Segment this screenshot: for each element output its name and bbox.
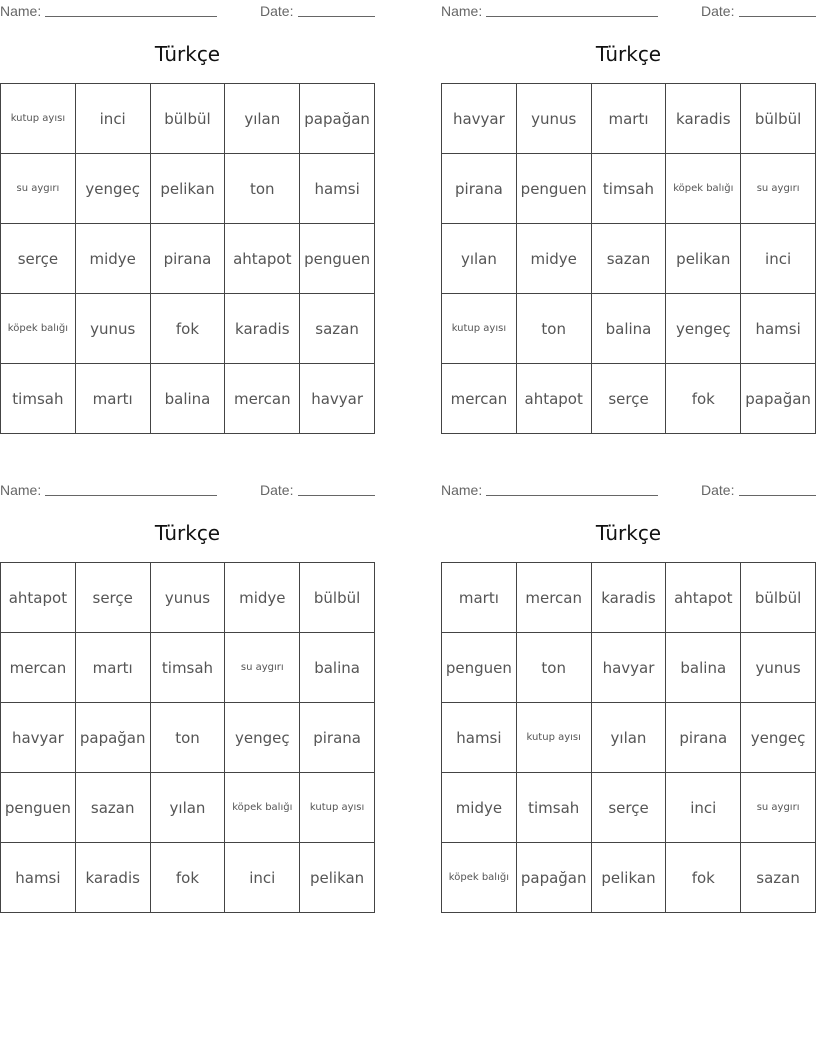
bingo-cell: yılan [442, 224, 517, 294]
bingo-cell: balina [151, 364, 226, 434]
bingo-cell: köpek balığı [442, 843, 517, 913]
bingo-cell: pirana [442, 154, 517, 224]
bingo-cell: hamsi [1, 843, 76, 913]
card-title: Türkçe [595, 42, 662, 66]
date-blank-line [739, 3, 816, 17]
bingo-cell: ton [517, 294, 592, 364]
bingo-cell: pelikan [300, 843, 375, 913]
bingo-cell: martı [76, 633, 151, 703]
bingo-grid [441, 83, 816, 434]
bingo-cell: pelikan [151, 154, 226, 224]
bingo-grid [0, 562, 375, 913]
bingo-cell: midye [442, 773, 517, 843]
bingo-cell: midye [225, 563, 300, 633]
card-title: Türkçe [154, 521, 221, 545]
date-label: Date: [260, 482, 294, 498]
bingo-cell: fok [151, 294, 226, 364]
bingo-cell: papağan [76, 703, 151, 773]
bingo-cell: köpek balığı [1, 294, 76, 364]
bingo-card-2 [441, 0, 816, 430]
date-label: Date: [701, 3, 735, 19]
bingo-cell: su aygırı [1, 154, 76, 224]
name-blank-line [45, 482, 217, 496]
bingo-cell: su aygırı [741, 773, 816, 843]
bingo-cell: timsah [592, 154, 667, 224]
bingo-cell: ahtapot [1, 563, 76, 633]
bingo-cell: sazan [741, 843, 816, 913]
bingo-cell: balina [592, 294, 667, 364]
bingo-cell: martı [442, 563, 517, 633]
bingo-grid [0, 83, 375, 434]
bingo-cell: havyar [442, 84, 517, 154]
bingo-cell: mercan [442, 364, 517, 434]
bingo-cell: serçe [1, 224, 76, 294]
bingo-cell: yunus [517, 84, 592, 154]
bingo-cell: mercan [517, 563, 592, 633]
bingo-cell: timsah [1, 364, 76, 434]
bingo-cell: yengeç [666, 294, 741, 364]
bingo-card-4 [441, 479, 816, 909]
bingo-cell: kutup ayısı [442, 294, 517, 364]
bingo-cell: karadis [592, 563, 667, 633]
bingo-cell: bülbül [300, 563, 375, 633]
bingo-grid [441, 562, 816, 913]
bingo-cell: sazan [76, 773, 151, 843]
bingo-cell: yılan [225, 84, 300, 154]
bingo-cell: karadis [666, 84, 741, 154]
bingo-cell: kutup ayısı [300, 773, 375, 843]
bingo-cell: yunus [151, 563, 226, 633]
bingo-cell: yunus [76, 294, 151, 364]
name-label: Name: [441, 3, 483, 19]
header-line [0, 3, 375, 19]
date-blank-line [739, 482, 816, 496]
bingo-cell: timsah [517, 773, 592, 843]
bingo-cell: papağan [300, 84, 375, 154]
name-blank-line [45, 3, 217, 17]
bingo-cell: mercan [225, 364, 300, 434]
bingo-cell: ahtapot [666, 563, 741, 633]
bingo-cell: ahtapot [225, 224, 300, 294]
bingo-cell: su aygırı [741, 154, 816, 224]
bingo-cell: hamsi [442, 703, 517, 773]
bingo-cell: pelikan [666, 224, 741, 294]
bingo-cell: penguen [1, 773, 76, 843]
bingo-cell: timsah [151, 633, 226, 703]
bingo-cell: penguen [517, 154, 592, 224]
name-blank-line [486, 3, 658, 17]
bingo-cell: papağan [517, 843, 592, 913]
bingo-cell: inci [666, 773, 741, 843]
card-title: Türkçe [595, 521, 662, 545]
bingo-cell: serçe [76, 563, 151, 633]
bingo-cell: bülbül [151, 84, 226, 154]
name-label: Name: [0, 3, 42, 19]
bingo-cell: ton [151, 703, 226, 773]
header-line [441, 482, 816, 498]
bingo-cell: ton [517, 633, 592, 703]
bingo-cell: serçe [592, 773, 667, 843]
bingo-cell: penguen [442, 633, 517, 703]
bingo-cell: pirana [151, 224, 226, 294]
bingo-cell: kutup ayısı [1, 84, 76, 154]
bingo-cell: pirana [666, 703, 741, 773]
header-line [0, 482, 375, 498]
bingo-cell: yılan [592, 703, 667, 773]
bingo-cell: yengeç [741, 703, 816, 773]
bingo-cell: kutup ayısı [517, 703, 592, 773]
bingo-cell: köpek balığı [225, 773, 300, 843]
bingo-cell: karadis [225, 294, 300, 364]
bingo-cell: midye [517, 224, 592, 294]
date-label: Date: [701, 482, 735, 498]
bingo-cell: sazan [300, 294, 375, 364]
bingo-cell: yengeç [225, 703, 300, 773]
bingo-card-1 [0, 0, 375, 430]
bingo-cell: fok [666, 364, 741, 434]
header-line [441, 3, 816, 19]
name-blank-line [486, 482, 658, 496]
bingo-cell: inci [76, 84, 151, 154]
bingo-card-3 [0, 479, 375, 909]
bingo-cell: balina [666, 633, 741, 703]
bingo-cell: pelikan [592, 843, 667, 913]
name-label: Name: [0, 482, 42, 498]
bingo-cell: su aygırı [225, 633, 300, 703]
bingo-cell: mercan [1, 633, 76, 703]
bingo-cell: serçe [592, 364, 667, 434]
bingo-cell: inci [741, 224, 816, 294]
bingo-cell: yunus [741, 633, 816, 703]
bingo-cell: fok [151, 843, 226, 913]
date-blank-line [298, 482, 375, 496]
date-label: Date: [260, 3, 294, 19]
bingo-cell: havyar [592, 633, 667, 703]
bingo-cell: hamsi [741, 294, 816, 364]
bingo-cell: köpek balığı [666, 154, 741, 224]
bingo-cell: yılan [151, 773, 226, 843]
bingo-cell: karadis [76, 843, 151, 913]
card-title: Türkçe [154, 42, 221, 66]
bingo-cell: pirana [300, 703, 375, 773]
bingo-cell: balina [300, 633, 375, 703]
bingo-cell: fok [666, 843, 741, 913]
bingo-cell: bülbül [741, 84, 816, 154]
bingo-cell: yengeç [76, 154, 151, 224]
bingo-cell: martı [76, 364, 151, 434]
bingo-cell: sazan [592, 224, 667, 294]
bingo-cell: havyar [300, 364, 375, 434]
bingo-cell: ahtapot [517, 364, 592, 434]
bingo-cell: ton [225, 154, 300, 224]
bingo-cell: papağan [741, 364, 816, 434]
bingo-cell: midye [76, 224, 151, 294]
bingo-cell: inci [225, 843, 300, 913]
bingo-cell: penguen [300, 224, 375, 294]
bingo-cell: havyar [1, 703, 76, 773]
bingo-cell: bülbül [741, 563, 816, 633]
bingo-cell: hamsi [300, 154, 375, 224]
date-blank-line [298, 3, 375, 17]
name-label: Name: [441, 482, 483, 498]
bingo-cell: martı [592, 84, 667, 154]
